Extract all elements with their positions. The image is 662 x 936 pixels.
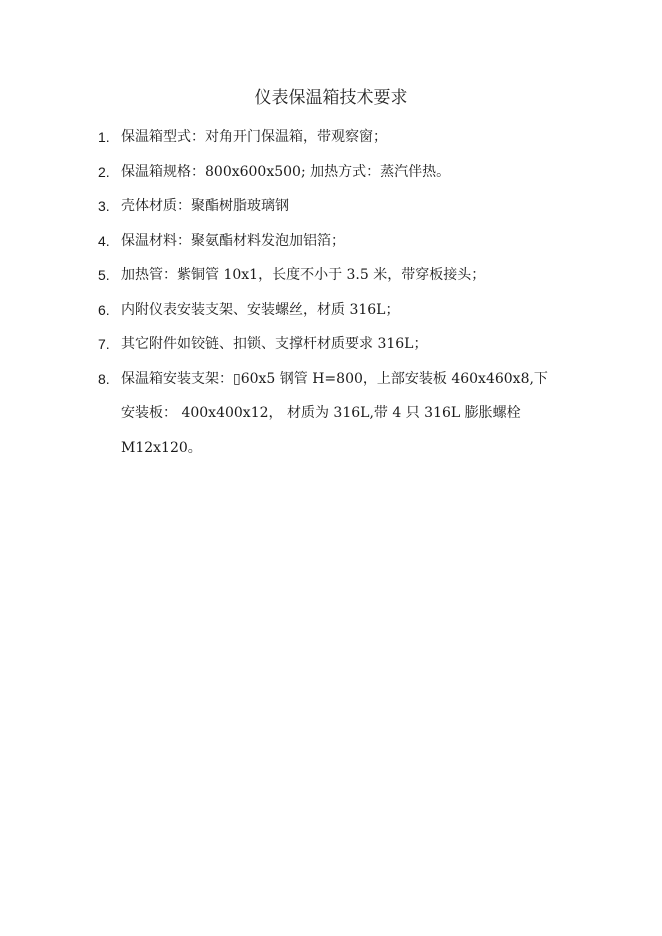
item-text-line: M12x120。	[121, 439, 202, 456]
text-segment: 安装板：	[121, 405, 177, 421]
item-number: 6.	[98, 301, 110, 318]
requirements-list	[98, 120, 562, 465]
item-text: 保温材料：聚氨酯材料发泡加铝箔；	[121, 232, 345, 249]
item-text: 内附仪表安装支架、安装螺丝，材质 316L；	[121, 301, 400, 318]
list-item	[98, 293, 562, 328]
item-number: 7.	[98, 336, 110, 352]
text-segment: 只	[405, 405, 420, 421]
item-text: 保温箱型式：对角开门保温箱，带观察窗；	[121, 129, 387, 145]
item-text-line-justified	[121, 396, 562, 431]
item-text: 加热管：紫铜管 10x1，长度不小于 3.5 米，带穿板接头；	[121, 267, 486, 283]
list-item	[98, 327, 562, 362]
text-segment: 316L	[424, 405, 461, 421]
item-number: 1.	[98, 129, 110, 145]
item-text: 保温箱规格：800x600x500; 加热方式：蒸汽伴热。	[121, 163, 451, 180]
item-number: 4.	[98, 232, 110, 249]
document-title: 仪表保温箱技术要求	[254, 88, 408, 108]
text-segment: 材质为	[286, 405, 329, 421]
list-item	[98, 258, 562, 293]
text-segment: 膨胀螺栓	[464, 405, 521, 421]
list-item	[98, 224, 562, 259]
text-segment: 4	[392, 405, 402, 421]
item-number: 3.	[98, 198, 110, 214]
item-text: 其它附件如铰链、扣锁、支撑杆材质要求 316L；	[121, 336, 428, 352]
list-item	[98, 155, 562, 190]
item-number: 5.	[98, 267, 110, 283]
item-number: 2.	[98, 163, 110, 180]
item-text-line: 保温箱安装支架：▯60x5 钢管 H=800，上部安装板 460x460x8,下	[121, 370, 548, 387]
item-number: 8.	[98, 370, 110, 387]
text-segment: 400x400x12，	[181, 405, 283, 421]
text-segment: 316L,带	[333, 405, 388, 421]
item-text: 壳体材质：聚酯树脂玻璃钢	[121, 198, 289, 214]
list-item	[98, 362, 562, 466]
list-item	[98, 189, 562, 224]
list-item	[98, 120, 562, 155]
